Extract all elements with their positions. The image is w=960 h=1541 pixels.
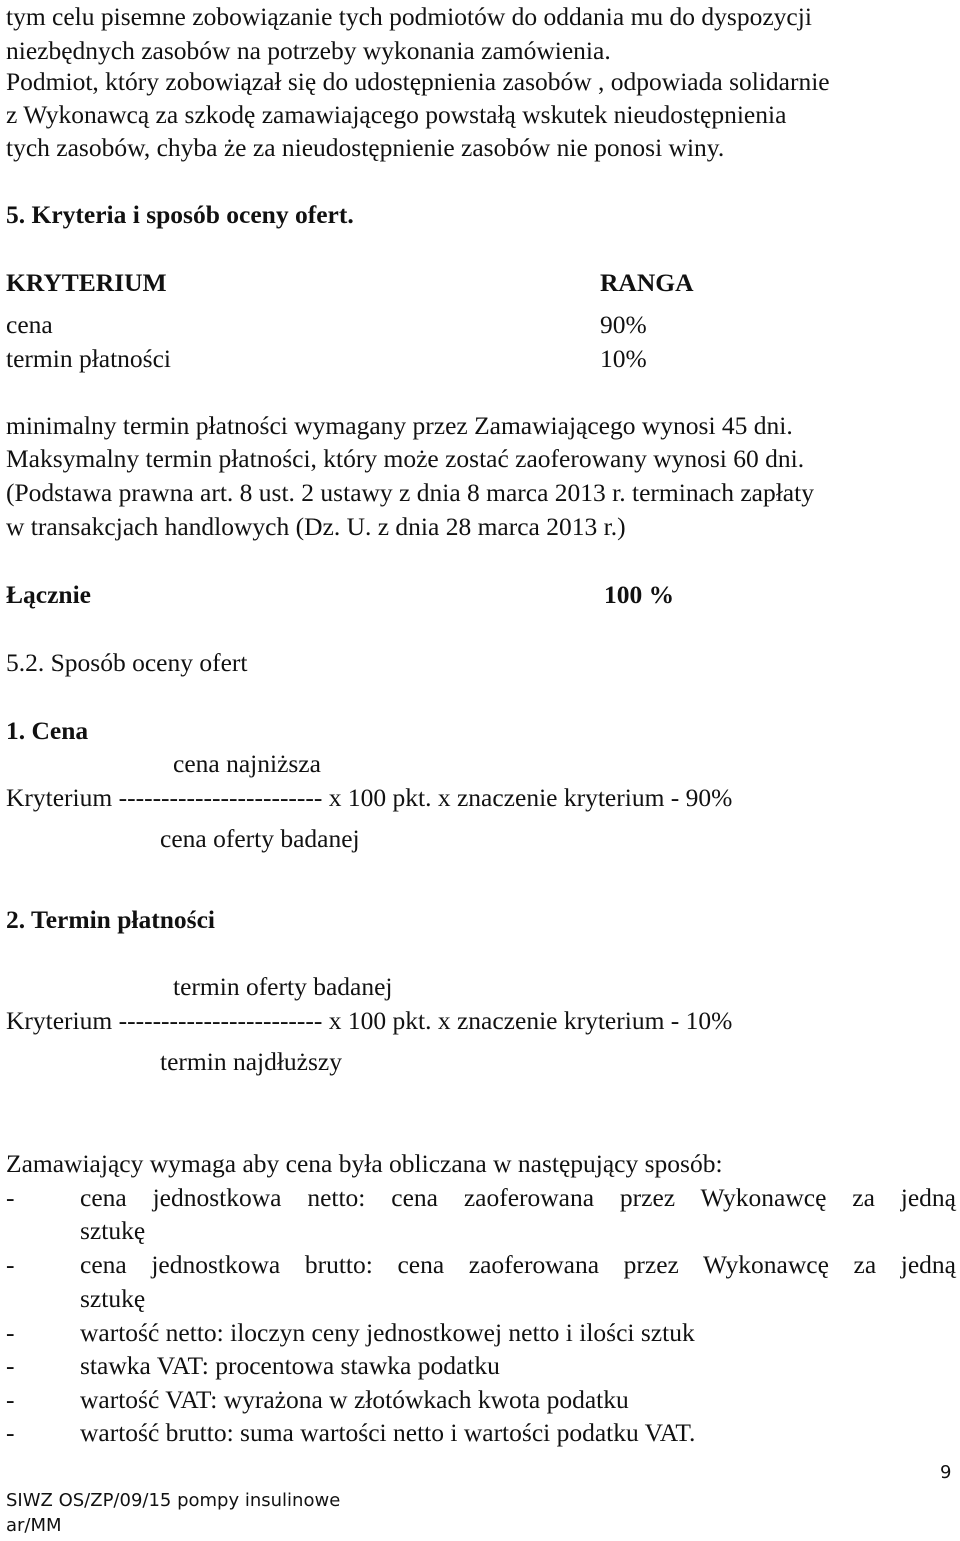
page-number: 9 bbox=[940, 1462, 952, 1483]
total-label: Łącznie bbox=[6, 580, 91, 609]
column-criterion-header: KRYTERIUM bbox=[6, 268, 167, 297]
criterion-row-payment-value: 10% bbox=[600, 344, 647, 373]
total-value: 100 % bbox=[604, 580, 675, 609]
intro-line-5: tych zasobów, chyba że za nieudostępnienie zasobów nie ponosi winy. bbox=[6, 133, 725, 162]
price-formula: Kryterium ------------------------ x 100 pkt. x znaczenie kryterium - 90% bbox=[6, 783, 733, 812]
list-dash: - bbox=[6, 1351, 15, 1380]
footer-document-id: SIWZ OS/ZP/09/15 pompy insulinowe bbox=[6, 1490, 341, 1511]
intro-line-2: niezbędnych zasobów na potrzeby wykonania zamówienia. bbox=[6, 36, 611, 65]
list-item: wartość VAT: wyrażona w złotówkach kwota podatku bbox=[80, 1385, 629, 1414]
footer-author: ar/MM bbox=[6, 1515, 62, 1536]
criterion-row-payment-name: termin płatności bbox=[6, 344, 172, 373]
requirements-intro: Zamawiający wymaga aby cena była obliczana w następujący sposób: bbox=[6, 1149, 723, 1178]
list-dash: - bbox=[6, 1385, 15, 1414]
criterion-row-price-value: 90% bbox=[600, 310, 647, 339]
intro-line-3: Podmiot, który zobowiązał się do udostępnienia zasobów , odpowiada solidarnie bbox=[6, 67, 830, 96]
note-line-4: w transakcjach handlowych (Dz. U. z dnia 28 marca 2013 r.) bbox=[6, 512, 626, 541]
price-heading: 1. Cena bbox=[6, 716, 89, 745]
payment-heading: 2. Termin płatności bbox=[6, 905, 215, 934]
price-formula-numerator: cena najniższa bbox=[173, 749, 321, 778]
payment-formula-denominator: termin najdłuższy bbox=[160, 1047, 342, 1076]
list-item: stawka VAT: procentowa stawka podatku bbox=[80, 1351, 500, 1380]
payment-formula-numerator: termin oferty badanej bbox=[173, 972, 393, 1001]
list-item: wartość netto: iloczyn ceny jednostkowej netto i ilości sztuk bbox=[80, 1318, 695, 1347]
section-5-heading: 5. Kryteria i sposób oceny ofert. bbox=[6, 200, 354, 229]
payment-formula: Kryterium ------------------------ x 100 pkt. x znaczenie kryterium - 10% bbox=[6, 1006, 733, 1035]
intro-line-4: z Wykonawcą za szkodę zamawiającego powstałą wskutek nieudostępnienia bbox=[6, 100, 787, 129]
criterion-row-price-name: cena bbox=[6, 310, 53, 339]
price-formula-denominator: cena oferty badanej bbox=[160, 824, 360, 853]
intro-line-1: tym celu pisemne zobowiązanie tych podmiotów do oddania mu do dyspozycji bbox=[6, 2, 812, 31]
list-dash: - bbox=[6, 1418, 15, 1447]
list-item-continuation: sztukę bbox=[80, 1216, 146, 1245]
column-rank-header: RANGA bbox=[600, 268, 694, 297]
note-line-3: (Podstawa prawna art. 8 ust. 2 ustawy z dnia 8 marca 2013 r. terminach zapłaty bbox=[6, 478, 814, 507]
note-line-2: Maksymalny termin płatności, który może zostać zaoferowany wynosi 60 dni. bbox=[6, 444, 805, 473]
list-item: wartość brutto: suma wartości netto i wartości podatku VAT. bbox=[80, 1418, 696, 1447]
note-line-1: minimalny termin płatności wymagany przez Zamawiającego wynosi 45 dni. bbox=[6, 411, 793, 440]
list-item: cena jednostkowa brutto: cena zaoferowana przez Wykonawcę za jedną bbox=[80, 1250, 956, 1279]
list-dash: - bbox=[6, 1183, 15, 1212]
section-5-2-heading: 5.2. Sposób oceny ofert bbox=[6, 648, 248, 677]
list-dash: - bbox=[6, 1318, 15, 1347]
list-dash: - bbox=[6, 1250, 15, 1279]
list-item: cena jednostkowa netto: cena zaoferowana przez Wykonawcę za jedną bbox=[80, 1183, 956, 1212]
list-item-continuation: sztukę bbox=[80, 1284, 146, 1313]
